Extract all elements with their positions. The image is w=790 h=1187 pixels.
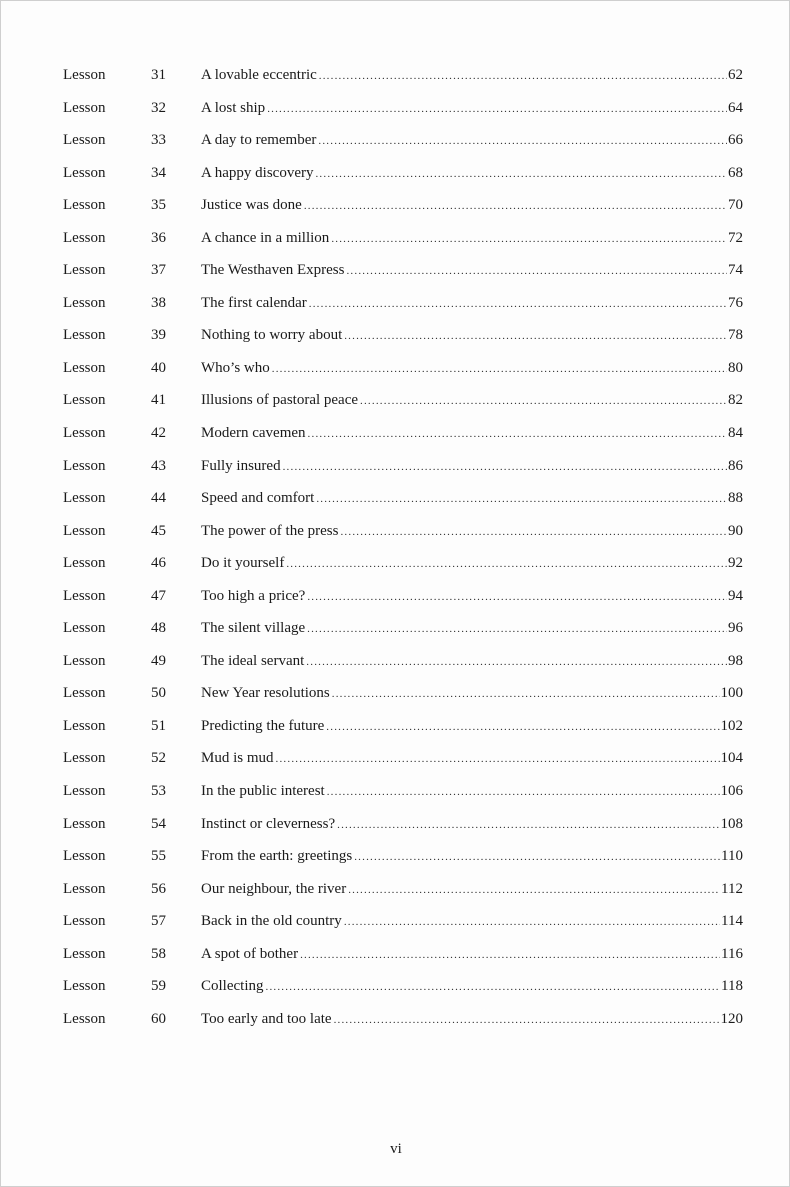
toc-entry — [63, 907, 743, 940]
lesson-number: 53 — [151, 783, 166, 800]
dot-leader — [307, 615, 727, 643]
table-of-contents — [63, 61, 743, 1037]
lesson-title-line — [201, 224, 743, 253]
lesson-label: Lesson — [63, 164, 106, 181]
lesson-label: Lesson — [63, 197, 106, 214]
lesson-number: 46 — [151, 555, 166, 572]
dot-leader — [337, 811, 719, 839]
toc-entry — [63, 842, 743, 875]
lesson-title: A lovable eccentric — [201, 67, 317, 83]
lesson-page-number: 80 — [728, 359, 743, 376]
lesson-title-line — [201, 517, 743, 546]
lesson-number: 50 — [151, 685, 166, 702]
dot-leader — [318, 127, 727, 155]
toc-entry — [63, 810, 743, 843]
lesson-number: 60 — [151, 1010, 166, 1027]
lesson-label: Lesson — [63, 67, 106, 83]
lesson-page-number: 84 — [728, 425, 743, 442]
lesson-number: 31 — [151, 67, 166, 83]
lesson-title-line — [201, 842, 743, 871]
lesson-page-number: 104 — [720, 750, 743, 767]
lesson-title-line — [201, 972, 743, 1001]
lesson-number: 38 — [151, 294, 166, 311]
toc-entry — [63, 517, 743, 550]
lesson-title: Speed and comfort — [201, 490, 315, 507]
lesson-title-line — [201, 289, 743, 318]
lesson-label: Lesson — [63, 880, 106, 897]
lesson-page-number: 72 — [728, 229, 743, 246]
lesson-number: 37 — [151, 262, 166, 279]
dot-leader — [267, 95, 727, 123]
lesson-page-number: 66 — [728, 132, 743, 149]
lesson-page-number: 98 — [728, 652, 743, 669]
lesson-page-number: 64 — [728, 99, 743, 116]
dot-leader — [309, 290, 727, 318]
lesson-title: Predicting the future — [201, 717, 325, 734]
toc-entry — [63, 289, 743, 322]
lesson-label: Lesson — [63, 1010, 106, 1027]
lesson-page-number: 108 — [720, 815, 743, 832]
lesson-title-line — [201, 647, 743, 676]
dot-leader — [272, 355, 727, 383]
lesson-title: The silent village — [201, 620, 306, 637]
lesson-number: 59 — [151, 978, 166, 995]
lesson-title: Fully insured — [201, 457, 281, 474]
lesson-title: A day to remember — [201, 132, 317, 149]
lesson-page-number: 86 — [728, 457, 743, 474]
toc-entry — [63, 256, 743, 289]
lesson-title: Instinct or cleverness? — [201, 815, 336, 832]
lesson-label: Lesson — [63, 425, 106, 442]
lesson-label: Lesson — [63, 620, 106, 637]
lesson-title-line — [201, 61, 743, 90]
dot-leader — [360, 387, 727, 415]
lesson-number: 39 — [151, 327, 166, 344]
dot-leader — [340, 518, 727, 546]
lesson-page-number: 112 — [721, 880, 743, 897]
lesson-page-number: 96 — [728, 620, 743, 637]
lesson-page-number: 88 — [728, 490, 743, 507]
lesson-page-number: 118 — [721, 978, 743, 995]
lesson-title-line — [201, 582, 743, 611]
toc-entry — [63, 321, 743, 354]
lesson-title-line — [201, 744, 743, 773]
toc-entry — [63, 1005, 743, 1038]
lesson-title: Illusions of pastoral peace — [201, 392, 359, 409]
lesson-number: 57 — [151, 913, 166, 930]
lesson-title-line — [201, 452, 743, 481]
toc-entry — [63, 191, 743, 224]
lesson-title: A chance in a million — [201, 229, 330, 246]
lesson-title: The power of the press — [201, 522, 339, 539]
dot-leader — [332, 680, 720, 708]
dot-leader — [344, 908, 720, 936]
lesson-title: Mud is mud — [201, 750, 274, 767]
lesson-page-number: 74 — [728, 262, 743, 279]
toc-entry — [63, 777, 743, 810]
lesson-page-number: 62 — [728, 67, 743, 83]
lesson-number: 51 — [151, 717, 166, 734]
lesson-label: Lesson — [63, 522, 106, 539]
toc-entry — [63, 875, 743, 908]
dot-leader — [306, 648, 727, 676]
lesson-number: 56 — [151, 880, 166, 897]
lesson-page-number: 106 — [720, 783, 743, 800]
toc-entry — [63, 126, 743, 159]
lesson-title: Do it yourself — [201, 555, 285, 572]
dot-leader — [266, 973, 721, 1001]
lesson-page-number: 90 — [728, 522, 743, 539]
lesson-title: Back in the old country — [201, 913, 342, 930]
lesson-title: A spot of bother — [201, 945, 299, 962]
lesson-title-line — [201, 875, 743, 904]
dot-leader — [331, 225, 727, 253]
lesson-label: Lesson — [63, 132, 106, 149]
lesson-number: 33 — [151, 132, 166, 149]
lesson-title: Collecting — [201, 978, 264, 995]
lesson-title: The ideal servant — [201, 652, 305, 669]
lesson-title-line — [201, 712, 743, 741]
lesson-page-number: 76 — [728, 294, 743, 311]
lesson-title: The first calendar — [201, 294, 307, 311]
lesson-title-line — [201, 679, 743, 708]
lesson-page-number: 102 — [720, 717, 743, 734]
dot-leader — [315, 160, 727, 188]
lesson-title: Too high a price? — [201, 587, 306, 604]
lesson-title: From the earth: greetings — [201, 848, 353, 865]
dot-leader — [283, 453, 727, 481]
lesson-title: A lost ship — [201, 99, 266, 116]
lesson-label: Lesson — [63, 717, 106, 734]
toc-entry — [63, 712, 743, 745]
lesson-title-line — [201, 159, 743, 188]
toc-entry — [63, 61, 743, 94]
lesson-number: 41 — [151, 392, 166, 409]
lesson-label: Lesson — [63, 359, 106, 376]
lesson-page-number: 82 — [728, 392, 743, 409]
dot-leader — [346, 257, 727, 285]
lesson-title-line — [201, 94, 743, 123]
lesson-number: 48 — [151, 620, 166, 637]
lesson-number: 34 — [151, 164, 166, 181]
lesson-title-line — [201, 810, 743, 839]
lesson-page-number: 114 — [721, 913, 743, 930]
lesson-label: Lesson — [63, 945, 106, 962]
dot-leader — [354, 843, 720, 871]
lesson-title: The Westhaven Express — [201, 262, 345, 279]
toc-entry — [63, 744, 743, 777]
lesson-number: 44 — [151, 490, 166, 507]
lesson-label: Lesson — [63, 262, 106, 279]
page-number: vi — [390, 1141, 402, 1157]
lesson-title-line — [201, 1005, 743, 1034]
dot-leader — [326, 713, 719, 741]
lesson-title-line — [201, 126, 743, 155]
toc-entry — [63, 484, 743, 517]
lesson-label: Lesson — [63, 913, 106, 930]
lesson-title-line — [201, 484, 743, 513]
toc-entry — [63, 549, 743, 582]
toc-entry — [63, 940, 743, 973]
lesson-title: In the public interest — [201, 783, 325, 800]
dot-leader — [316, 485, 727, 513]
lesson-number: 42 — [151, 425, 166, 442]
lesson-title: Modern cavemen — [201, 425, 306, 442]
lesson-page-number: 70 — [728, 197, 743, 214]
lesson-number: 40 — [151, 359, 166, 376]
lesson-title: A happy discovery — [201, 164, 314, 181]
dot-leader — [327, 778, 720, 806]
toc-entry — [63, 614, 743, 647]
lesson-label: Lesson — [63, 815, 106, 832]
lesson-number: 54 — [151, 815, 166, 832]
lesson-label: Lesson — [63, 848, 106, 865]
lesson-title: Our neighbour, the river — [201, 880, 347, 897]
dot-leader — [348, 876, 720, 904]
dot-leader — [344, 322, 727, 350]
toc-entry — [63, 94, 743, 127]
toc-entry — [63, 386, 743, 419]
lesson-label: Lesson — [63, 392, 106, 409]
lesson-title-line — [201, 191, 743, 220]
lesson-title: Who’s who — [201, 359, 270, 376]
lesson-number: 49 — [151, 652, 166, 669]
lesson-page-number: 120 — [720, 1010, 743, 1027]
lesson-number: 32 — [151, 99, 166, 116]
lesson-title-line — [201, 419, 743, 448]
lesson-label: Lesson — [63, 99, 106, 116]
toc-entry — [63, 647, 743, 680]
lesson-title: New Year resolutions — [201, 685, 330, 702]
toc-entry — [63, 972, 743, 1005]
lesson-label: Lesson — [63, 750, 106, 767]
lesson-number: 36 — [151, 229, 166, 246]
lesson-label: Lesson — [63, 685, 106, 702]
lesson-number: 55 — [151, 848, 166, 865]
lesson-title: Nothing to worry about — [201, 327, 343, 344]
lesson-label: Lesson — [63, 783, 106, 800]
lesson-label: Lesson — [63, 327, 106, 344]
lesson-page-number: 100 — [720, 685, 743, 702]
dot-leader — [286, 550, 727, 578]
lesson-title-line — [201, 321, 743, 350]
lesson-title-line — [201, 386, 743, 415]
lesson-page-number: 92 — [728, 555, 743, 572]
lesson-label: Lesson — [63, 490, 106, 507]
lesson-number: 52 — [151, 750, 166, 767]
dot-leader — [307, 583, 727, 611]
lesson-title-line — [201, 549, 743, 578]
lesson-title: Too early and too late — [201, 1010, 332, 1027]
lesson-title-line — [201, 777, 743, 806]
lesson-page-number: 110 — [721, 848, 743, 865]
toc-entry — [63, 452, 743, 485]
lesson-title-line — [201, 354, 743, 383]
lesson-title-line — [201, 256, 743, 285]
lesson-label: Lesson — [63, 587, 106, 604]
lesson-label: Lesson — [63, 457, 106, 474]
dot-leader — [304, 192, 727, 220]
lesson-label: Lesson — [63, 294, 106, 311]
dot-leader — [334, 1006, 720, 1034]
dot-leader — [300, 941, 720, 969]
lesson-title: Justice was done — [201, 197, 302, 214]
dot-leader — [276, 745, 720, 773]
toc-entry — [63, 224, 743, 257]
dot-leader — [308, 420, 727, 448]
lesson-number: 35 — [151, 197, 166, 214]
toc-entry — [63, 159, 743, 192]
lesson-label: Lesson — [63, 555, 106, 572]
lesson-number: 47 — [151, 587, 166, 604]
lesson-number: 43 — [151, 457, 166, 474]
toc-entry — [63, 354, 743, 387]
lesson-page-number: 94 — [728, 587, 743, 604]
lesson-page-number: 116 — [721, 945, 743, 962]
lesson-label: Lesson — [63, 978, 106, 995]
toc-entry — [63, 582, 743, 615]
toc-entry — [63, 419, 743, 452]
lesson-label: Lesson — [63, 229, 106, 246]
dot-leader — [319, 62, 727, 90]
lesson-page-number: 78 — [728, 327, 743, 344]
lesson-number: 58 — [151, 945, 166, 962]
lesson-number: 45 — [151, 522, 166, 539]
lesson-page-number: 68 — [728, 164, 743, 181]
lesson-label: Lesson — [63, 652, 106, 669]
lesson-title-line — [201, 907, 743, 936]
lesson-title-line — [201, 940, 743, 969]
lesson-title-line — [201, 614, 743, 643]
toc-entry — [63, 679, 743, 712]
